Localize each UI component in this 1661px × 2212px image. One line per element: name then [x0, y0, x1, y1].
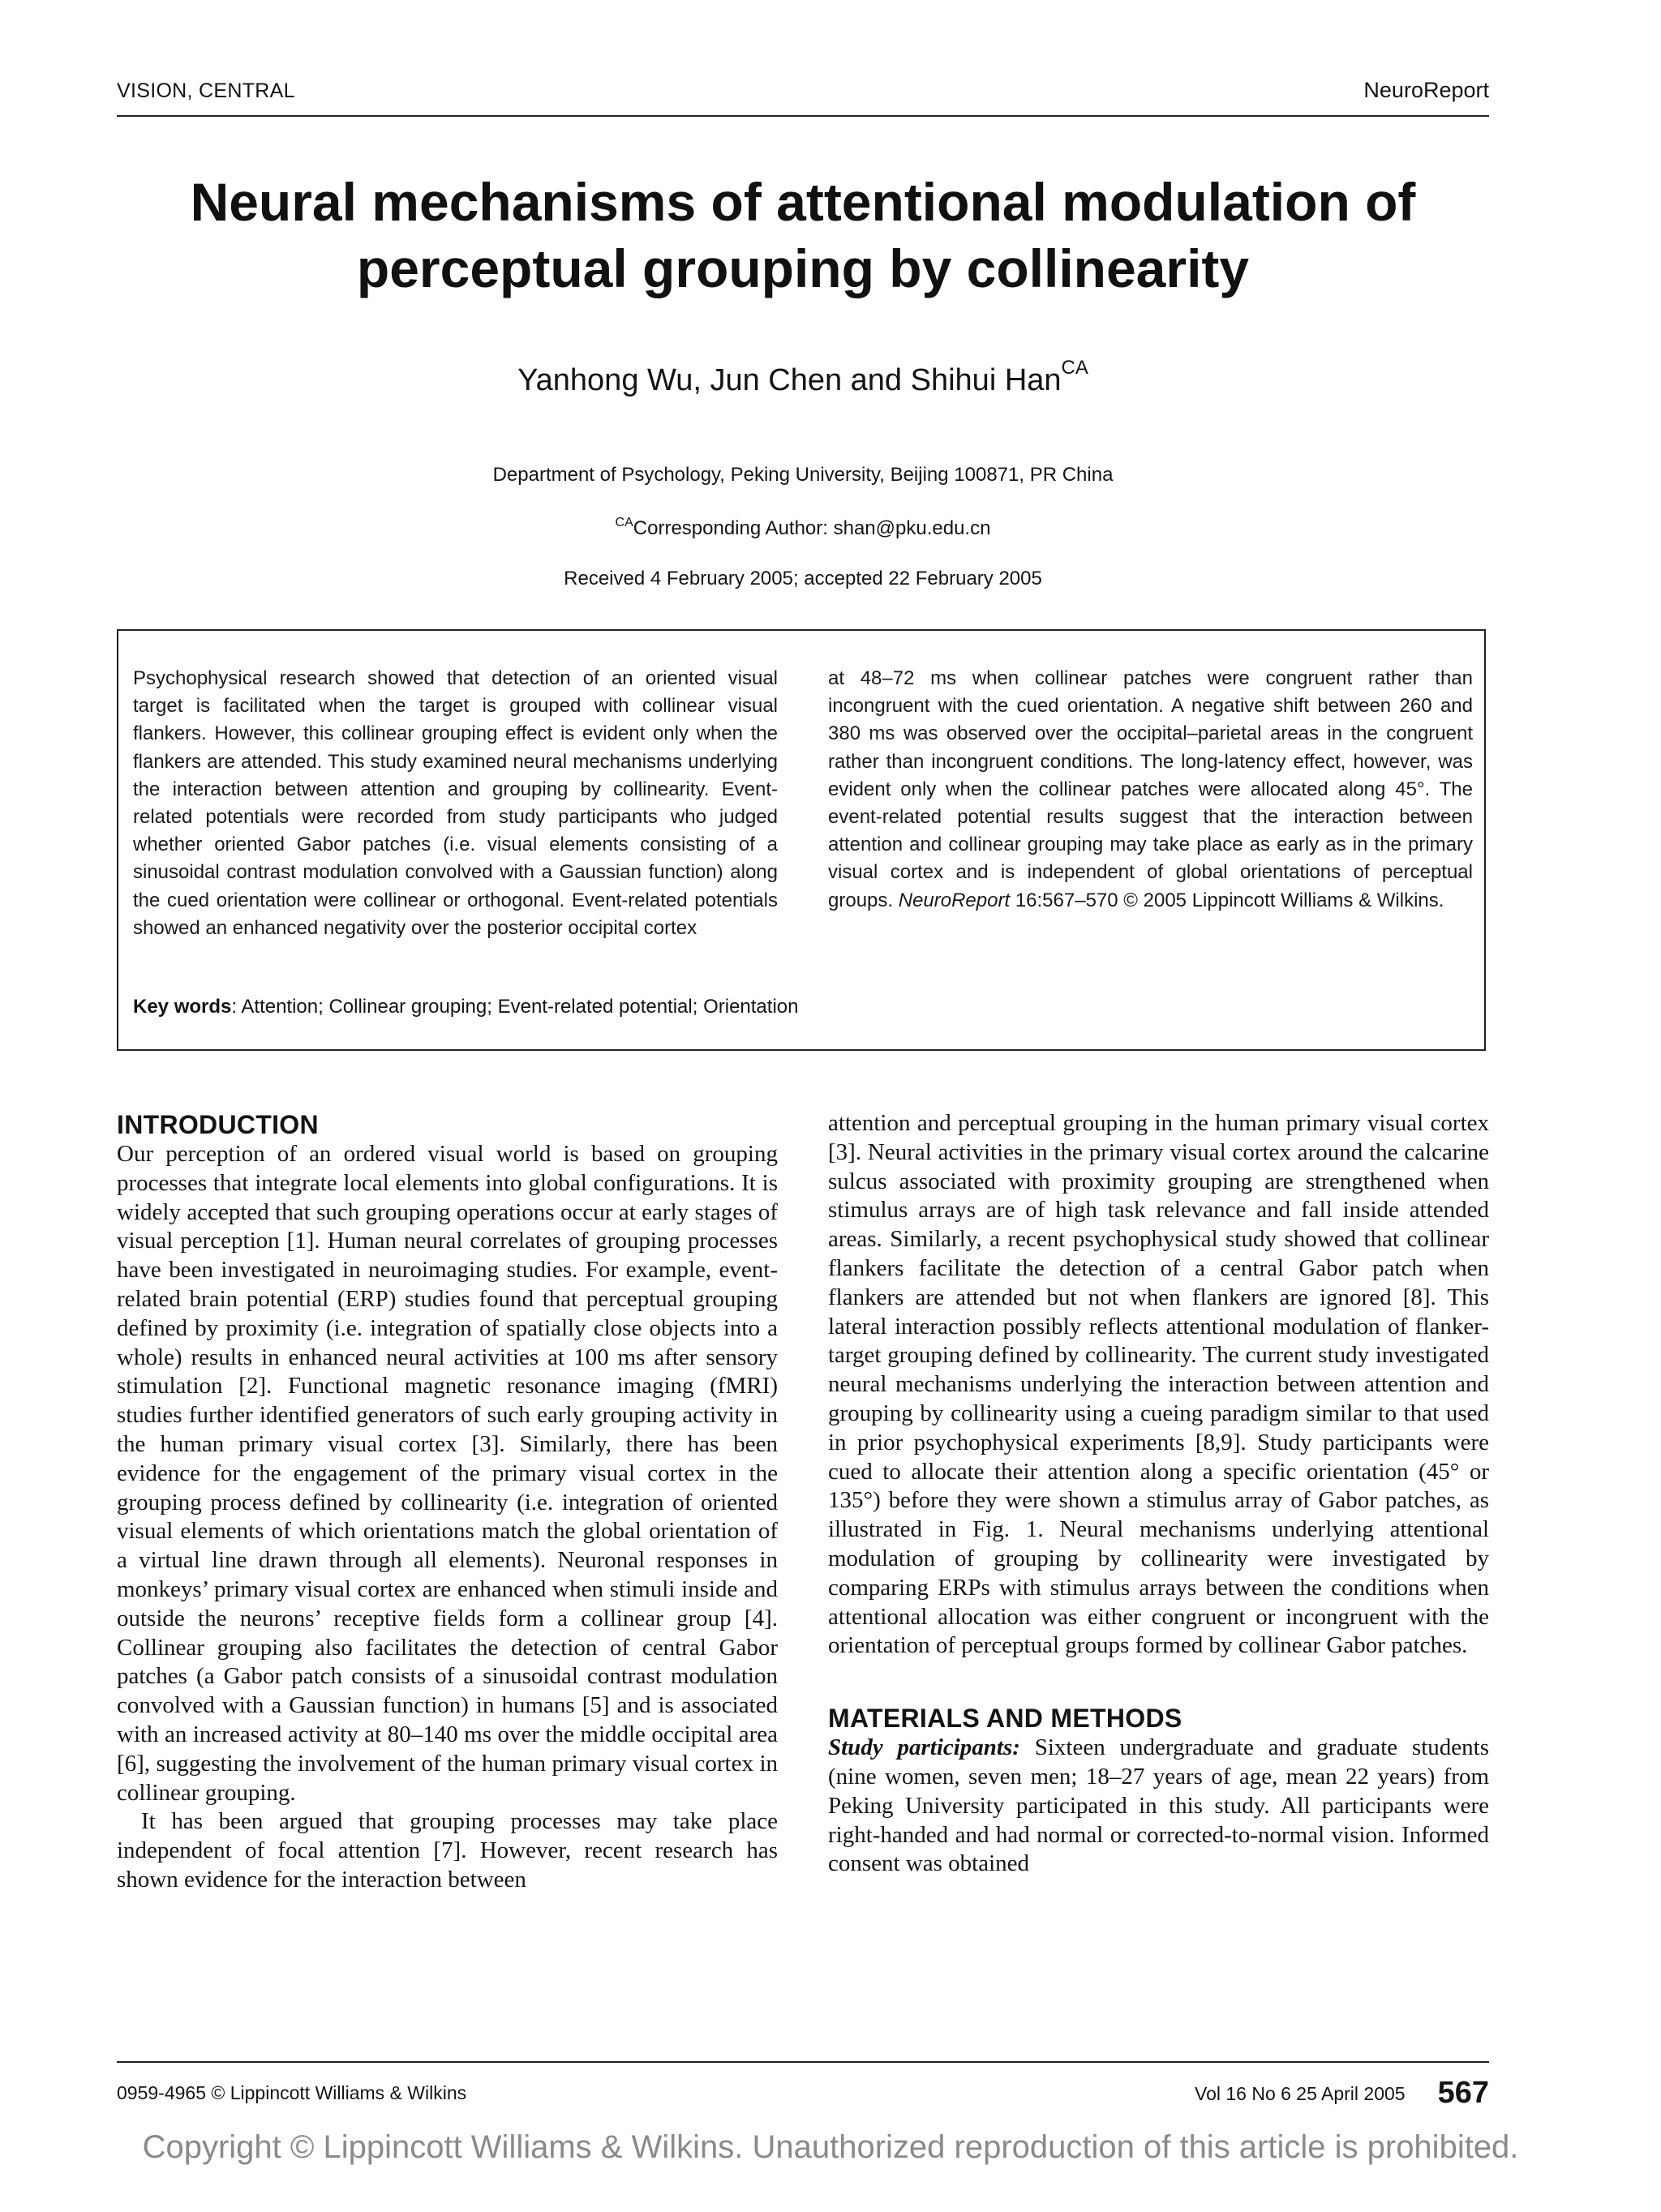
participants-paragraph [828, 1734, 1489, 1879]
affiliation: Department of Psychology, Peking University, Beijing 100871, PR China [492, 464, 1114, 486]
running-header-section: VISION, CENTRAL [117, 79, 295, 102]
introduction-paragraph-3: attention and perceptual grouping in the human primary visual cortex [3]. Neural activities in the primary visual cortex around the calcarine sulcus associated with proximity grouping are strengthened when stimulus arrays are of high task relevance and fall inside attended areas. Similarly, a recent psychophysical study showed that collinear flankers facilitate the detection of a central Gabor patch when flankers are attended but not when flankers are ignored [8]. This lateral interaction possibly reflects attentional modulation of flanker-target grouping defined by collinearity. The current study investigated neural mechanisms underlying the interaction between attention and grouping by collinearity using a cueing paradigm similar to that used in prior psychophysical experiments [8,9]. Study participants were cued to allocate their attention along a specific orientation (45° or 135°) before they were shown a stimulus array of Gabor patches, as illustrated in Fig. 1. Neural mechanisms underlying attentional modulation of grouping by collinearity were investigated by comparing ERPs with stimulus arrays between the conditions when attentional allocation was either congruent or incongruent with the orientation of perceptual groups formed by collinear Gabor patches. [828, 1110, 1489, 1659]
article-title: Neural mechanisms of attentional modulation of perceptual grouping by collinearity [190, 172, 1416, 298]
corresponding-mark: CA [615, 516, 633, 529]
footer-volume-info [1195, 2076, 1489, 2111]
introduction-heading: INTRODUCTION [117, 1110, 319, 1139]
header-rule [117, 115, 1489, 117]
keywords [133, 996, 798, 1018]
citation-journal: NeuroReport [898, 889, 1011, 911]
abstract-column-right [828, 665, 1473, 915]
citation-details: 16:567–570 © 2005 Lippincott Williams & Wilkins. [1015, 889, 1444, 911]
corresponding-author-mark: CA [1061, 357, 1088, 379]
abstract-text-continued: at 48–72 ms when collinear patches were congruent rather than incongruent with the cued orientation. A negative shift between 260 and 380 ms was observed over the occipital–parietal areas in the congruent rather than incongruent conditions. The long-latency effect, however, was evident only when the collinear patches were allocated along 45°. The event-related potential results suggest that the interaction between attention and collinear grouping may take place as early as in the primary visual cortex and is independent of global orientations of perceptual groups. [828, 667, 1473, 911]
copyright-notice: Copyright © Lippincott Williams & Wilkins. Unauthorized reproduction of this article is prohibited. [142, 2129, 1519, 2165]
received-dates: Received 4 February 2005; accepted 22 February 2005 [564, 568, 1042, 589]
footer-volume: Vol 16 No 6 25 April 2005 [1195, 2083, 1406, 2104]
corresponding-author [117, 516, 1489, 540]
methods-heading: MATERIALS AND METHODS [828, 1704, 1182, 1734]
authors: Yanhong Wu, Jun Chen and Shihui Han [517, 363, 1062, 397]
body-column-left [117, 1109, 778, 1895]
participants-subheading: Study participants: [828, 1734, 1020, 1761]
body-column-right [828, 1109, 1489, 1879]
keywords-list: : Attention; Collinear grouping; Event-related potential; Orientation [231, 996, 799, 1018]
running-header-journal: NeuroReport [1363, 78, 1489, 102]
footer-issn: 0959-4965 © Lippincott Williams & Wilkins [117, 2082, 467, 2103]
author-line [117, 357, 1489, 398]
footer-rule [117, 2061, 1489, 2063]
introduction-paragraph-1: Our perception of an ordered visual world is based on grouping processes that integrate local elements into global configurations. It is widely accepted that such grouping operations occur at early stages of visual perception [1]. Human neural correlates of grouping processes have been investigated in neuroimaging studies. For example, event-related brain potential (ERP) studies found that perceptual grouping defined by proximity (i.e. integration of spatially close objects into a whole) results in enhanced neural activities at 100 ms after sensory stimulation [2]. Functional magnetic resonance imaging (fMRI) studies further identified generators of such early grouping activity in the human primary visual cortex [3]. Similarly, there has been evidence for the engagement of the primary visual cortex in the grouping process defined by collinearity (i.e. integration of oriented visual elements of which orientations match the global orientation of a virtual line drawn through all elements). Neuronal responses in monkeys’ primary visual cortex are enhanced when stimuli inside and outside the neurons’ receptive fields form a collinear group [4]. Collinear grouping also facilitates the detection of central Gabor patches (a Gabor patch consists of a sinusoidal contrast modulation convolved with a Gaussian function) in humans [5] and is associated with an increased activity at 80–140 ms over the middle occipital area [6], suggesting the involvement of the human primary visual cortex in collinear grouping. [117, 1141, 778, 1806]
participants-text: Sixteen undergraduate and graduate students (nine women, seven men; 18–27 years of age, mean 22 years) from Peking University participated in this study. All participants were right-handed and had normal or corrected-to-normal vision. Informed consent was obtained [828, 1734, 1489, 1877]
keywords-label: Key words [133, 996, 232, 1018]
page-number: 567 [1437, 2076, 1489, 2110]
corresponding-email: Corresponding Author: shan@pku.edu.cn [633, 517, 991, 539]
introduction-paragraph-2: It has been argued that grouping processes may take place independent of focal attention [7]. However, recent research has shown evidence for the interaction between [117, 1808, 778, 1893]
abstract-column-left: Psychophysical research showed that detection of an oriented visual target is facilitated when the target is grouped with collinear visual flankers. However, this collinear grouping effect is evident only when the flankers are attended. This study examined neural mechanisms underlying the interaction between attention and grouping by collinearity. Event-related potentials were recorded from study participants who judged whether oriented Gabor patches (i.e. visual elements consisting of a sinusoidal contrast modulation convolved with a Gaussian function) along the cued orientation were collinear or orthogonal. Event-related potentials showed an enhanced negativity over the posterior occipital cortex [133, 667, 778, 939]
